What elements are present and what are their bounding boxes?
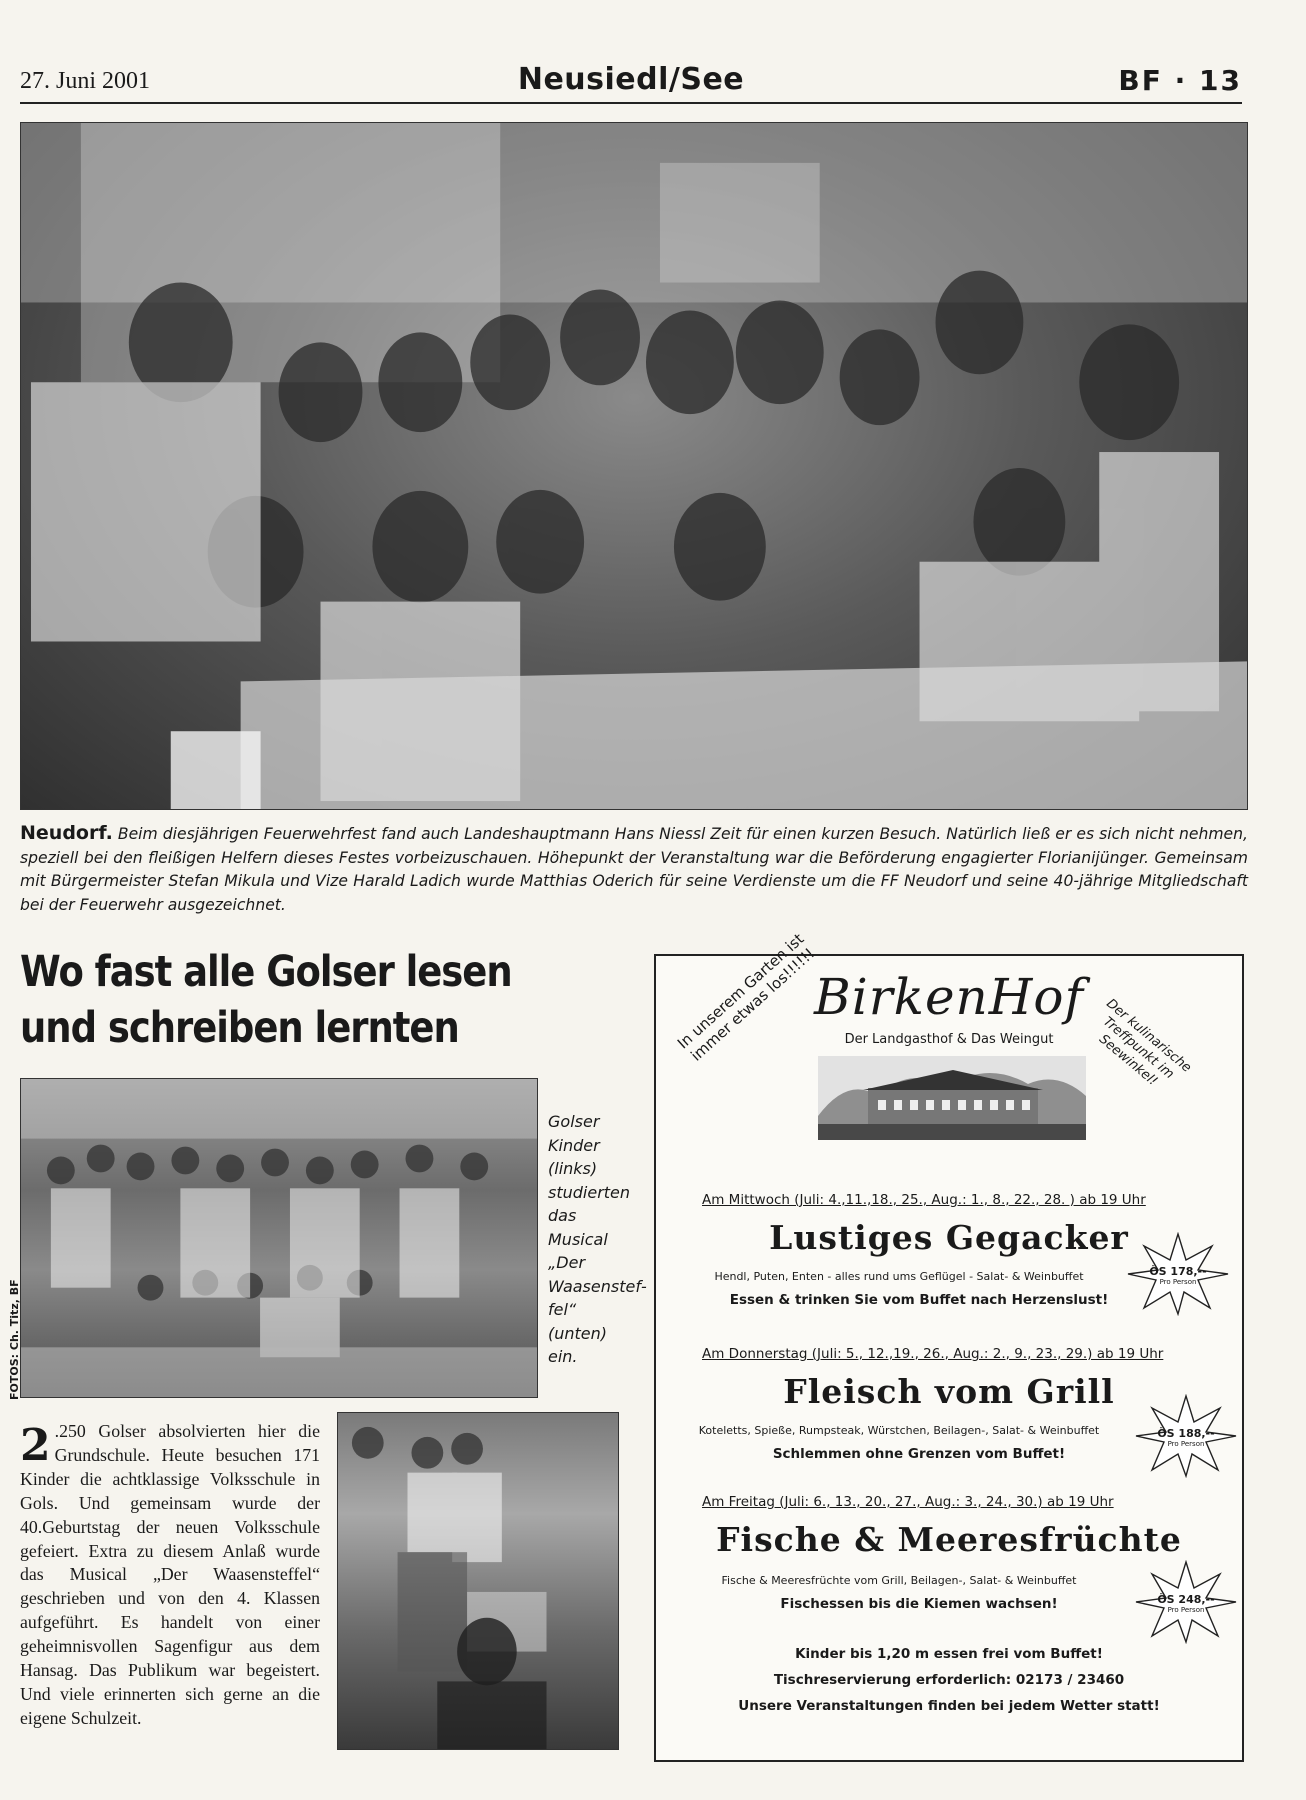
page-number: BF · 13	[1118, 64, 1242, 97]
musical-performance-photo	[337, 1412, 619, 1750]
main-photo-caption	[20, 822, 1248, 917]
article-body-text: .250 Golser absolvierten hier die Grundschule. Heute besuchen 171 Kinder die achtklassige Volksschule in Gols. Und gemeinsam wurde der 40.Geburtstag der neuen Volksschule gefeiert. Extra zu diesem Anlaß wurde das Musical „Der Waasensteffel“ geschrieben und von den 4. Klassen aufgeführt. Es handelt von einer geheimnisvollen Sagenfigur aus dem Hansag. Das Publikum war begeistert. Und viele erinnerten sich gerne an die eigene Schulzeit.	[20, 1421, 320, 1728]
event-1-price-star	[1126, 1232, 1230, 1316]
headline-line-1: Wo fast alle Golser lesen	[20, 947, 512, 997]
event-1-slogan: Essen & trinken Sie vom Buffet nach Herzenslust!	[729, 1292, 1109, 1308]
page-header	[20, 60, 1242, 104]
event-3-date: Am Freitag (Juli: 6., 13., 20., 27., Aug.: 3., 24., 30.) ab 19 Uhr	[702, 1494, 1114, 1510]
article-body	[20, 1420, 320, 1731]
event-1-menu: Hendl, Puten, Enten - alles rund ums Geflügel - Salat- & Weinbuffet	[714, 1270, 1084, 1283]
event-2-menu: Koteletts, Spieße, Rumpsteak, Würstchen, Beilagen-, Salat- & Weinbuffet	[698, 1424, 1100, 1437]
ad-brand-logo: BirkenHof	[814, 968, 1084, 1026]
event-2-price-unit: Pro Person	[1167, 1440, 1205, 1448]
event-1-price: ÖS 178,--	[1149, 1265, 1207, 1278]
event-3-price: ÖS 248,--	[1157, 1593, 1215, 1606]
children-photo-caption: Golser Kinder (links) studierten das Musical „Der Waasensteffel“ (unten) ein.	[548, 1112, 647, 1366]
issue-date: 27. Juni 2001	[20, 68, 151, 94]
event-2-date: Am Donnerstag (Juli: 5., 12.,19., 26., Aug.: 2., 9., 23., 29.) ab 19 Uhr	[702, 1346, 1164, 1362]
article-headline	[20, 944, 536, 1056]
event-1-title: Lustiges Gegacker	[769, 1218, 1129, 1257]
event-2-price: ÖS 188,--	[1157, 1427, 1215, 1440]
event-2-title: Fleisch vom Grill	[783, 1372, 1115, 1411]
drop-cap: 2	[20, 1420, 51, 1471]
event-1-date: Am Mittwoch (Juli: 4.,11.,18., 25., Aug.: 1., 8., 22., 28. ) ab 19 Uhr	[702, 1192, 1146, 1208]
guesthouse-illustration	[818, 1056, 1086, 1140]
fire-brigade-group-photo	[20, 122, 1248, 810]
event-3-title: Fische & Meeresfrüchte	[716, 1520, 1182, 1559]
event-3-menu: Fische & Meeresfrüchte vom Grill, Beilagen-, Salat- & Weinbuffet	[721, 1574, 1077, 1587]
birkenhof-advertisement	[654, 929, 1244, 1762]
section-title: Neusiedl/See	[517, 62, 745, 97]
ad-meeting-point-note: Der kulinarische Treffpunkt im Seewinkel!	[1096, 996, 1194, 1090]
event-2-slogan: Schlemmen ohne Grenzen vom Buffet!	[772, 1446, 1066, 1462]
caption-lead: Neudorf.	[20, 822, 113, 844]
ad-tagline: Der Landgasthof & Das Weingut	[844, 1032, 1054, 1047]
event-1-price-unit: Pro Person	[1159, 1278, 1197, 1286]
ad-garden-note: In unserem Garten ist immer etwas los!!!!!!	[673, 929, 819, 1065]
event-2-price-star	[1134, 1394, 1238, 1478]
photo-credit: FOTOS: Ch. Titz, BF	[8, 1279, 21, 1400]
event-3-slogan: Fischessen bis die Kiemen wachsen!	[780, 1596, 1058, 1612]
ad-reservation: Tischreservierung erforderlich: 02173 / 23460	[773, 1672, 1125, 1688]
event-3-price-unit: Pro Person	[1167, 1606, 1205, 1614]
ad-weather-note: Unsere Veranstaltungen finden bei jedem Wetter statt!	[738, 1698, 1160, 1714]
ad-kids-note: Kinder bis 1,20 m essen frei vom Buffet!	[795, 1646, 1103, 1662]
headline-line-2: und schreiben lernten	[20, 1003, 459, 1053]
caption-text: Beim diesjährigen Feuerwehrfest fand auch Landeshauptmann Hans Niessl Zeit für einen kurzen Besuch. Natürlich ließ er es sich nicht nehmen, speziell bei den fleißigen Helfern dieses Festes vorbeizuschauen. Höhepunkt der Veranstaltung war die Beförderung engagierter Florianijünger. Gemeinsam mit Bürgermeister Stefan Mikula und Vize Harald Ladich wurde Matthias Oderich für seine Verdienste um die FF Neudorf und seine 40-jährige Mitgliedschaft bei der Feuerwehr ausgezeichnet.	[20, 825, 1248, 914]
school-children-photo	[20, 1078, 538, 1398]
event-3-price-star	[1134, 1560, 1238, 1644]
